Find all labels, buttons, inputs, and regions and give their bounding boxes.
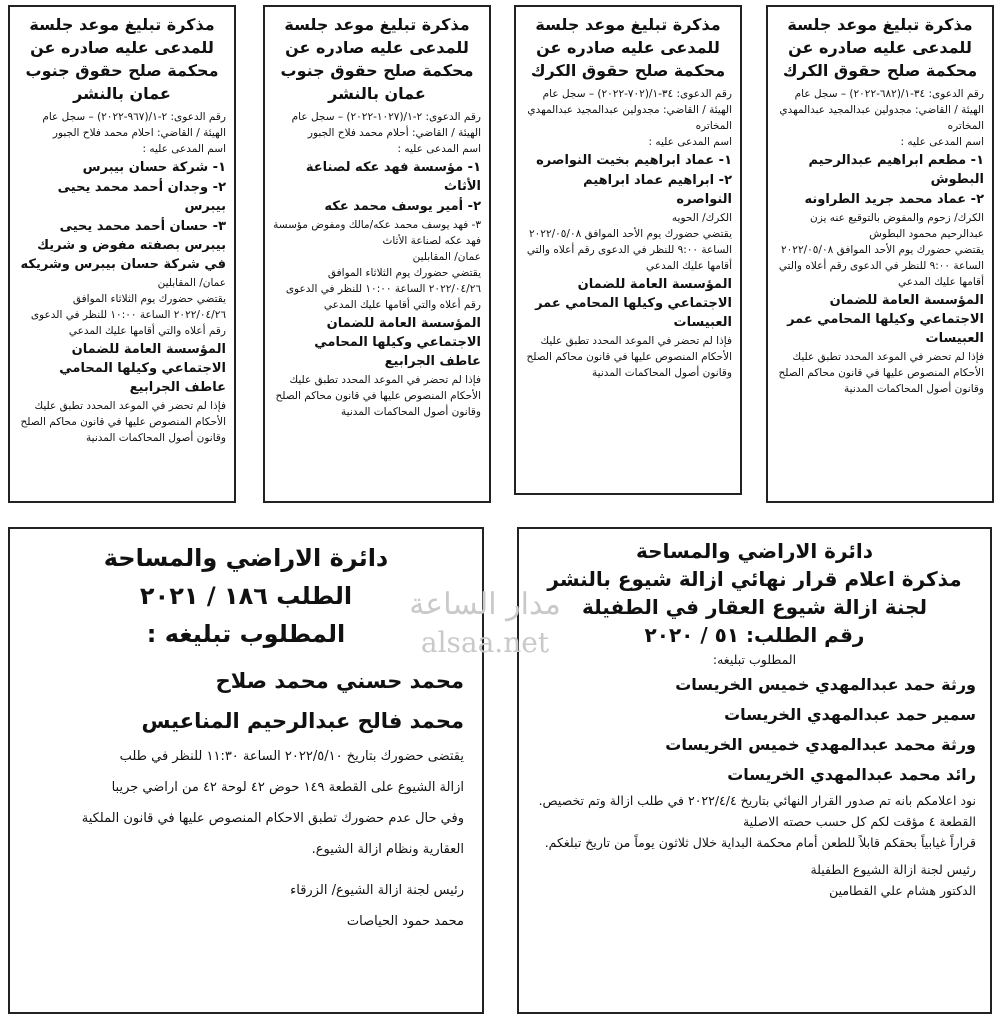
notice-line: يقتضي حضورك يوم الثلاثاء الموافق ٢٠٢٢/٠٤/٢٦ الساعة ١٠:٠٠ للنظر في الدعوى رقم أعلاه والتي أقامها عليك المدعي (30, 293, 226, 337)
notice-line: الهيئة / القاضي: أحلام محمد فلاح الجبور (307, 127, 481, 139)
department-title: دائرة الاراضي والمساحة (103, 544, 389, 572)
notice-body-text: العقارية ونظام ازالة الشيوع. (311, 842, 464, 857)
recipient-name: محمد فالح عبدالرحيم المناعيس (141, 709, 464, 733)
notice-title: مذكرة تبليغ موعد جلسة للمدعى عليه صادره عن محكمة صلح حقوق الكرك (530, 15, 726, 80)
notice-line: رقم الدعوى: ٣٤-١/(٦٨٢-٢٠٢٢) – سجل عام (794, 88, 984, 100)
notice-body (18, 109, 226, 446)
notice-title: مذكرة تبليغ موعد جلسة للمدعى عليه صادره عن محكمة صلح حقوق جنوب عمان بالنشر (280, 15, 474, 103)
notice-body (273, 109, 481, 420)
defendant-name: ١- شركة حسان بيبرس (82, 160, 226, 175)
notice-line: اسم المدعى عليه : (648, 136, 732, 148)
notice-line: ٣- فهد يوسف محمد عكه/مالك ومفوض مؤسسة فهد عكه لصناعة الأثاث (273, 219, 481, 247)
notice-line: يقتضي حضورك يوم الأحد الموافق ٢٠٢٢/٠٥/٠٨ الساعة ٩:٠٠ للنظر في الدعوى رقم أعلاه والتي أقامها عليك المدعي (526, 228, 732, 272)
notice-subtitle: المطلوب تبليغه : (146, 620, 346, 648)
defendant-name: ٢- عماد محمد جريد الطراونه (804, 192, 984, 207)
notice-line: فإذا لم تحضر في الموعد المحدد تطبق عليك الأحكام المنصوص عليها في قانون محاكم الصلح وقانون أصول المحاكمات المدنية (275, 374, 481, 418)
notice-title: مذكرة تبليغ موعد جلسة للمدعى عليه صادره عن محكمة صلح حقوق الكرك (782, 15, 978, 80)
defendant-name: ٢- ابراهيم عماد ابراهيم النواصره (583, 173, 732, 207)
plaintiff-name: المؤسسة العامة للضمان الاجتماعي وكيلها المحامي عمر العبيسات (787, 293, 984, 346)
signature-title: رئيس لجنة ازالة الشيوع/ الزرقاء (290, 883, 464, 898)
notice-line: فإذا لم تحضر في الموعد المحدد تطبق عليك الأحكام المنصوص عليها في قانون محاكم الصلح وقانون أصول المحاكمات المدنية (778, 351, 984, 395)
notice-body (524, 86, 732, 381)
department-title: دائرة الاراضي والمساحة (635, 539, 874, 563)
recipient-name: ورثة محمد عبدالمهدي خميس الخريسات (665, 735, 976, 754)
notice-line: فإذا لم تحضر في الموعد المحدد تطبق عليك الأحكام المنصوص عليها في قانون محاكم الصلح وقانون أصول المحاكمات المدنية (20, 400, 226, 444)
notice-line: رقم الدعوى: ٣٤-١/(٧٠٢-٢٠٢٢) – سجل عام (542, 88, 732, 100)
notice-line: يقتضي حضورك يوم الأحد الموافق ٢٠٢٢/٠٥/٠٨ الساعة ٩:٠٠ للنظر في الدعوى رقم أعلاه والتي أقامها عليك المدعي (778, 244, 984, 288)
notice-karak-682 (766, 5, 994, 503)
land-notice-zarqa (8, 527, 484, 1014)
notice-line: الهيئة / القاضي: مجدولين عبدالمجيد عبدالمهدي المخاتره (527, 104, 732, 132)
notice-line: اسم المدعى عليه : (900, 136, 984, 148)
notice-line: الكرك/ زحوم والمفوض بالتوقيع عنه يزن عبدالرحيم محمود البطوش (810, 212, 984, 240)
notice-amman-1027 (263, 5, 491, 503)
notice-line: عمان/ المقابلين (412, 251, 481, 263)
committee-heading: لجنة ازالة شيوع العقار في الطفيلة (581, 595, 928, 619)
notice-subtitle: المطلوب تبليغه: (712, 652, 797, 667)
recipient-name: سمير حمد عبدالمهدي الخريسات (724, 705, 976, 724)
notice-body-text: قراراً غيابياً بحقكم قابلاً للطعن أمام محكمة البداية خلال ثلاثون يوماً من تاريخ تبلغكم. (544, 835, 976, 850)
notice-line: عمان/ المقابلين (157, 277, 226, 289)
notice-line: الهيئة / القاضي: احلام محمد فلاح الجبور (52, 127, 226, 139)
recipient-name: محمد حسني محمد صلاح (215, 669, 464, 693)
plaintiff-name: المؤسسة العامة للضمان الاجتماعي وكيلها المحامي عاطف الجرابيع (59, 342, 226, 395)
notice-body-text: ازالة الشيوع على القطعة ١٤٩ حوض ٤٢ لوحة ٤٢ من اراضي جريبا (111, 780, 464, 795)
defendant-name: ٣- حسان أحمد محمد يحيى بيبرس بصفته مفوض و شريك في شركة حسان بيبرس وشريكه (20, 219, 226, 272)
defendant-name: ٢- وجدان أحمد محمد يحيى بيبرس (57, 180, 226, 214)
notice-karak-702 (514, 5, 742, 495)
request-number: الطلب ١٨٦ / ٢٠٢١ (139, 582, 353, 610)
recipient-name: رائد محمد عبدالمهدي الخريسات (727, 765, 976, 784)
notice-body-text: نود اعلامكم بانه تم صدور القرار النهائي بتاريخ ٢٠٢٢/٤/٤ في طلب ازالة وتم تخصيص. (538, 793, 976, 808)
notice-line: الهيئة / القاضي: مجدولين عبدالمجيد عبدالمهدي المخاتره (779, 104, 984, 132)
notice-body-text: وفي حال عدم حضورك تطبق الاحكام المنصوص عليها في قانون الملكية (81, 811, 464, 826)
watermark-latin: alsaa.net (420, 626, 550, 659)
defendant-name: ٢- أمير يوسف محمد عكه (324, 199, 481, 214)
notice-title: مذكرة تبليغ موعد جلسة للمدعى عليه صادره عن محكمة صلح حقوق جنوب عمان بالنشر (25, 15, 219, 103)
notice-line: الكرك/ الحويه (671, 212, 732, 224)
request-number: رقم الطلب: ٥١ / ٢٠٢٠ (644, 623, 865, 647)
signature-name: الدكتور هشام علي القطامين (829, 883, 976, 898)
notice-line: اسم المدعى عليه : (142, 143, 226, 155)
notice-line: رقم الدعوى: ٢-١/(١٠٢٧-٢٠٢٢) – سجل عام (291, 111, 481, 123)
plaintiff-name: المؤسسة العامة للضمان الاجتماعي وكيلها المحامي عمر العبيسات (535, 277, 732, 330)
signature-name: محمد حمود الحياصات (346, 914, 464, 929)
watermark-arabic: مدار الساعة (409, 587, 561, 622)
plaintiff-name: المؤسسة العامة للضمان الاجتماعي وكيلها المحامي عاطف الجرابيع (314, 316, 481, 369)
defendant-name: ١- مؤسسة فهد عكه لصناعة الأثاث (305, 160, 481, 194)
defendant-name: ١- عماد ابراهيم بخيت النواصره (536, 153, 732, 168)
notice-amman-967 (8, 5, 236, 503)
signature-title: رئيس لجنة ازالة الشيوع الطفيلة (810, 862, 976, 877)
notice-body-text: القطعة ٤ مؤقت لكم كل حسب حصته الاصلية (742, 814, 976, 829)
notice-line: اسم المدعى عليه : (397, 143, 481, 155)
notice-line: فإذا لم تحضر في الموعد المحدد تطبق عليك الأحكام المنصوص عليها في قانون محاكم الصلح وقانون أصول المحاكمات المدنية (526, 335, 732, 379)
notice-line: يقتضي حضورك يوم الثلاثاء الموافق ٢٠٢٢/٠٤/٢٦ الساعة ١٠:٠٠ للنظر في الدعوى رقم أعلاه والتي أقامها عليك المدعي (285, 267, 481, 311)
notice-line: رقم الدعوى: ٢-١/(٩٦٧-٢٠٢٢) – سجل عام (42, 111, 226, 123)
notice-heading: مذكرة اعلام قرار نهائي ازالة شيوع بالنشر (547, 567, 962, 591)
recipient-name: ورثة حمد عبدالمهدي خميس الخريسات (675, 675, 976, 694)
defendant-name: ١- مطعم ابراهيم عبدالرحيم البطوش (808, 153, 984, 187)
land-notice-tafila (517, 527, 992, 1014)
notice-body-text: يقتضى حضورك بتاريخ ٢٠٢٢/٥/١٠ الساعة ١١:٣٠ للنظر في طلب (119, 749, 464, 764)
notice-body (776, 86, 984, 397)
